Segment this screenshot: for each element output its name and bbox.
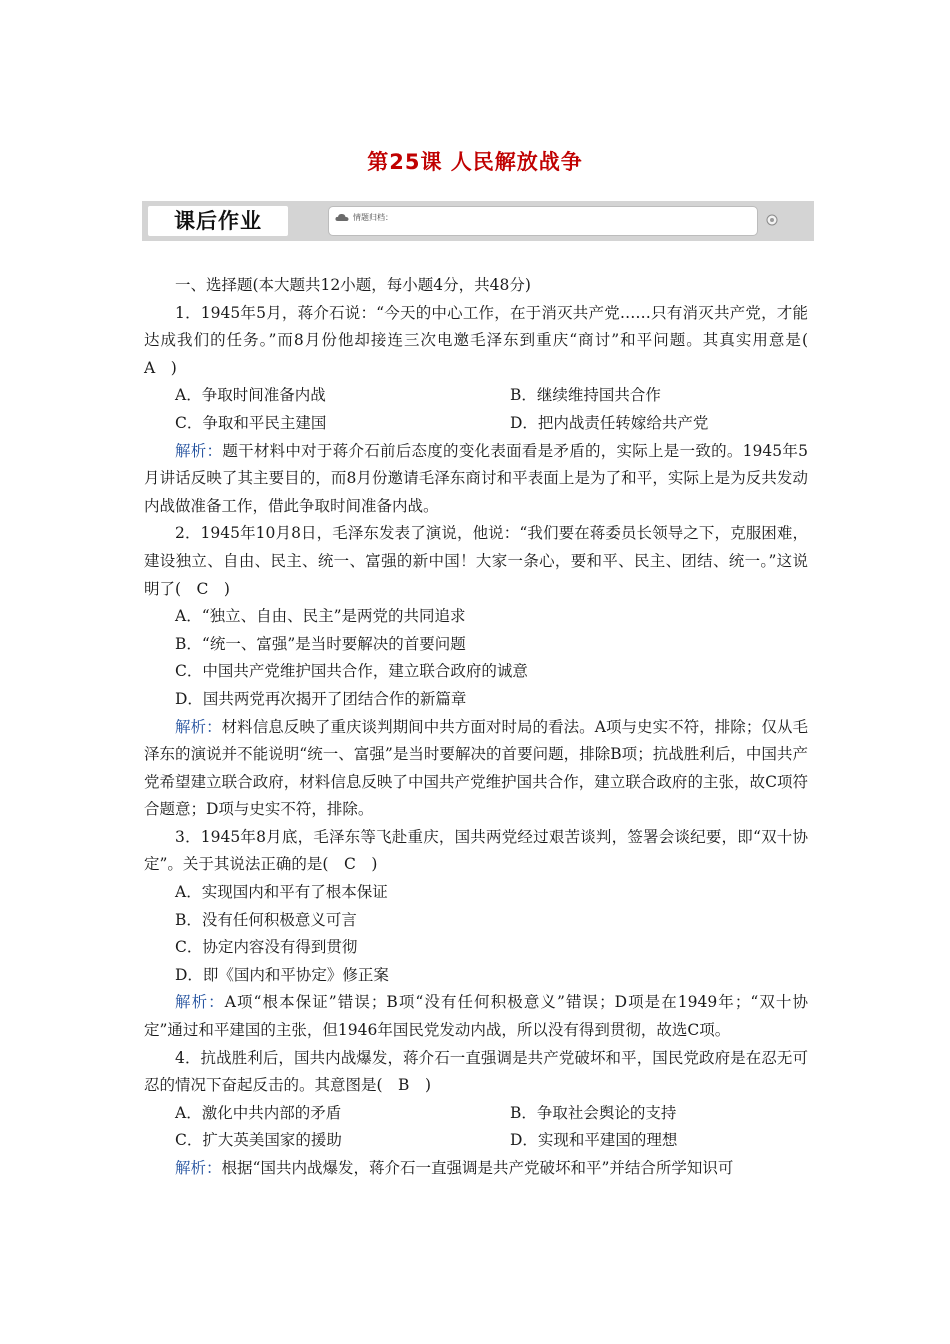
question-4-options-row-2 [144,1127,808,1155]
section-heading: 一、选择题(本大题共12小题，每小题4分，共48分) [175,276,531,294]
question-3-stem: 3．1945年8月底，毛泽东等飞赴重庆，国共两党经过艰苦谈判，签署会谈纪要，即“双十协定”。关于其说法正确的是( C ) [144,827,808,874]
analysis-text: 材料信息反映了重庆谈判期间中共方面对时局的看法。A项与史实不符，排除；仅从毛泽东的演说并不能说明“统一、富强”是当时要解决的首要问题，排除B项；抗战胜利后，中国共产党希望建立联合政府，材料信息反映了中国共产党维护国共合作，建立联合政府的主张，故C项符合题意；D项与史实不符，排除。 [144,717,808,819]
question-4-options-row-1 [144,1100,808,1128]
question-2-stem: 2．1945年10月8日，毛泽东发表了演说，他说：“我们要在蒋委员长领导之下，克服困难，建设独立、自由、民主、统一、富强的新中国！大家一条心，要和平、民主、团结、统一。”这说明了( C ) [144,524,808,598]
question-1-stem: 1．1945年5月，蒋介石说：“今天的中心工作，在于消灭共产党……只有消灭共产党，才能达成我们的任务。”而8月份他却接连三次电邀毛泽东到重庆“商讨”和平问题。其真实用意是( A ) [144,303,824,377]
option-b: B．继续维持国共合作 [510,386,661,405]
option-d: D．国共两党再次揭开了团结合作的新篇章 [175,689,467,708]
option-a: A．“独立、自由、民主”是两党的共同追求 [175,607,466,626]
question-3-analysis [144,989,808,1044]
analysis-label: 解析： [175,1159,222,1177]
analysis-label: 解析： [175,717,222,736]
option-d: D．把内战责任转嫁给共产党 [510,413,709,432]
analysis-label: 解析： [175,441,223,460]
option-b: B．没有任何积极意义可言 [175,910,357,929]
option-a: A．激化中共内部的矛盾 [175,1103,342,1122]
cloud-icon [335,213,349,222]
archive-label: 情题归档： [353,213,393,222]
option-a: A．争取时间准备内战 [175,386,326,405]
option-c: C．扩大英美国家的援助 [175,1131,342,1150]
analysis-label: 解析： [175,993,225,1012]
option-b: B．“统一、富强”是当时要解决的首要问题 [175,634,466,653]
question-content [144,272,824,1183]
homework-banner [142,201,814,241]
analysis-text: A项“根本保证”错误；B项“没有任何积极意义”错误；D项是在1949年；“双十协定”通过和平建国的主张，但1946年国民党发动内战，所以没有得到贯彻，故选C项。 [144,993,808,1040]
option-c: C．争取和平民主建国 [175,413,327,432]
pin-icon [766,214,778,226]
option-c: C．中国共产党维护国共合作，建立联合政府的诚意 [175,662,528,681]
question-2-analysis [144,714,808,824]
question-1-options-row-1 [144,382,808,410]
question-1-analysis [144,438,808,521]
option-b: B．争取社会舆论的支持 [510,1103,677,1122]
question-4-stem: 4．抗战胜利后，国共内战爆发，蒋介石一直强调是共产党破坏和平，国民党政府是在忍无可忍的情况下奋起反击的。其意图是( B ) [144,1048,808,1095]
option-a: A．实现国内和平有了根本保证 [175,883,388,902]
question-1-options-row-2 [144,410,808,438]
option-c: C．协定内容没有得到贯彻 [175,938,358,957]
lesson-title: 第25课 人民解放战争 [367,150,583,174]
option-d: D．即《国内和平协定》修正案 [175,965,389,984]
analysis-text: 根据“国共内战爆发，蒋介石一直强调是共产党破坏和平”并结合所学知识可 [221,1159,734,1177]
analysis-text: 题干材料中对于蒋介石前后态度的变化表面看是矛盾的，实际上是一致的。1945年5月讲话反映了其主要目的，而8月份邀请毛泽东商讨和平表面上是为了和平，实际上是为反共发动内战做准备工作，借此争取时间准备内战。 [144,441,808,515]
homework-tag: 课后作业 [148,206,288,236]
question-4-analysis [144,1155,808,1183]
error-archive-box [328,206,758,236]
option-d: D．实现和平建国的理想 [510,1131,678,1150]
